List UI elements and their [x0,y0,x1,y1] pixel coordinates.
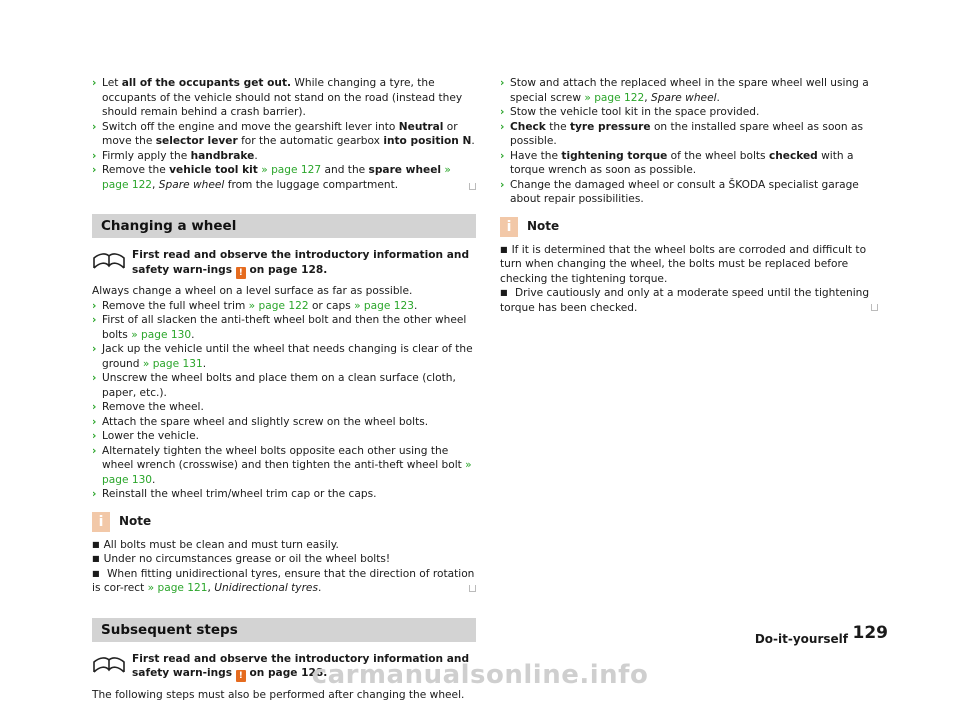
chevron-right-icon: › [92,120,96,135]
step-text: Have the [510,150,561,162]
step-italic: Spare wheel [159,179,225,191]
step-text: Remove the full wheel trim [102,300,245,312]
step-remove-tool-kit [92,163,476,192]
subsequent-intro: The following steps must also be performed after changing the wheel. [92,688,476,702]
left-column [92,76,476,702]
chevron-right-icon: › [92,163,96,178]
step-stow-tool-kit [500,105,878,120]
step-text: , [152,179,159,191]
step-text: or move the [102,121,458,148]
read-first-page: on page 128. [246,667,328,679]
step-bold: vehicle tool kit [169,164,258,176]
step-reinstall-trim [92,487,476,502]
step-text: Firmly apply the [102,150,191,162]
step-attach-spare [92,415,476,430]
chevron-right-icon: › [92,400,96,415]
step-bold: Check [510,121,546,133]
step-unscrew-bolts [92,371,476,400]
note-text: Drive cautiously and only at a moderate speed until the tightening torque has been checked. [500,287,869,314]
step-text: Jack up the vehicle until the wheel that needs changing is clear of the ground [102,343,473,370]
step-jack-up [92,342,476,371]
note-header [500,217,878,239]
chevron-right-icon: › [500,178,504,193]
chevron-right-icon: › [500,120,504,135]
step-lower-vehicle [92,429,476,444]
read-first-text: First read and observe the introductory information and safety warn-ings [132,653,469,680]
read-first-page: on page 128. [246,264,328,276]
step-text: the [546,121,570,133]
chevron-right-icon: › [92,76,96,91]
step-text: Stow and attach the replaced wheel in the spare wheel well using a special screw [510,77,869,104]
step-check-torque [500,149,878,178]
step-switch-off-engine [92,120,476,149]
note-item: ■ If it is determined that the wheel bolts are corroded and difficult to turn when changing the wheel, the bolts must be replaced before checking the tightening torque. [500,243,878,287]
read-first-notice [92,248,476,280]
page-link[interactable]: » page 121 [144,582,207,594]
right-column [500,76,878,315]
step-bold: handbrake [191,150,255,162]
page-link[interactable]: » page 130 [128,329,191,341]
step-text: from the luggage compartment. [224,179,398,191]
note-item: ■ All bolts must be clean and must turn easily. [92,538,476,553]
note-item [92,567,476,596]
step-italic: Spare wheel [651,92,717,104]
note-item [500,286,878,315]
step-text: Let [102,77,122,89]
info-icon: i [500,217,518,237]
step-text: or caps [309,300,351,312]
step-text: Stow the vehicle tool kit in the space provided. [510,106,759,118]
step-text: . [191,329,194,341]
warning-icon: ! [236,670,246,682]
chevron-right-icon: › [92,342,96,357]
chevron-right-icon: › [500,149,504,164]
chevron-right-icon: › [92,429,96,444]
chevron-right-icon: › [92,371,96,386]
note-text: When fitting unidirectional tyres, ensure that the direction of rotation is cor-rect [92,568,474,595]
step-occupants-out [92,76,476,120]
step-text: . [717,92,720,104]
watermark: carmanualsonline.info [0,668,960,683]
step-text: of the wheel bolts [667,150,769,162]
step-bold: into position N [383,135,471,147]
footer-section-label: Do-it-yourself [755,632,848,647]
step-text: Alternately tighten the wheel bolts opposite each other using the wheel wrench (crosswise) and then tighten the anti-theft wheel bolt [102,445,462,472]
step-text: with a torque wrench as soon as possible. [510,150,853,177]
step-text: on the installed spare wheel as soon as possible. [510,121,863,148]
info-icon: i [92,512,110,532]
read-first-text: First read and observe the introductory information and safety warn-ings [132,249,469,276]
section-title-subsequent-steps: Subsequent steps [92,618,476,642]
note-title: Note [527,219,559,234]
step-text: for the automatic gearbox [238,135,384,147]
step-bold: tightening torque [561,150,667,162]
page-link[interactable]: » page 122 [245,300,308,312]
step-bold: checked [769,150,818,162]
book-icon [92,250,126,272]
step-text: Lower the vehicle. [102,430,199,442]
step-text: and the [321,164,368,176]
step-remove-trim [92,299,476,314]
chevron-right-icon: › [92,444,96,459]
step-text: . [471,135,474,147]
step-text: . [152,474,155,486]
page-link[interactable]: » page 122 [581,92,644,104]
section-end-mark [871,304,878,311]
step-text: Switch off the engine and move the gearshift lever into [102,121,399,133]
step-change-damaged-wheel [500,178,878,207]
page-link[interactable]: » page 131 [139,358,202,370]
page-number: 129 [853,626,889,641]
step-bold: all of the occupants get out. [122,77,291,89]
chevron-right-icon: › [92,313,96,328]
step-text: Change the damaged wheel or consult a ŠKODA specialist garage about repair possibilities. [510,179,859,206]
page-link[interactable]: » page 122 [102,164,451,191]
chevron-right-icon: › [500,76,504,91]
step-handbrake [92,149,476,164]
section-end-mark [469,183,476,190]
step-remove-wheel [92,400,476,415]
changing-wheel-intro: Always change a wheel on a level surface as far as possible. [92,284,476,299]
step-text: Remove the [102,164,169,176]
note-italic: Unidirectional tyres [214,582,318,594]
step-stow-wheel [500,76,878,105]
note-header [92,512,476,534]
step-text: . [414,300,417,312]
note-item: ■ Under no circumstances grease or oil the wheel bolts! [92,552,476,567]
step-bold: spare wheel [369,164,441,176]
step-text: Unscrew the wheel bolts and place them on a clean surface (cloth, paper, etc.). [102,372,456,399]
step-text: Reinstall the wheel trim/wheel trim cap or the caps. [102,488,376,500]
step-slacken-bolts [92,313,476,342]
step-text: , [644,92,651,104]
note-text: , [208,582,215,594]
page-link[interactable]: » page 123 [351,300,414,312]
step-bold: Neutral [399,121,444,133]
step-bold: selector lever [156,135,238,147]
chevron-right-icon: › [92,415,96,430]
step-text: Remove the wheel. [102,401,204,413]
chevron-right-icon: › [92,487,96,502]
step-text: First of all slacken the anti-theft wheel bolt and then the other wheel bolts [102,314,466,341]
step-text: While changing a tyre, the occupants of the vehicle should not stand on the road (instead they should remain behind a crash barrier). [102,77,462,118]
chevron-right-icon: › [500,105,504,120]
warning-icon: ! [236,267,246,279]
chevron-right-icon: › [92,299,96,314]
page-link[interactable]: » page 130 [102,459,472,486]
section-end-mark [469,585,476,592]
note-title: Note [119,514,151,529]
section-title-changing-wheel: Changing a wheel [92,214,476,238]
step-tighten-bolts [92,444,476,488]
page-link[interactable]: » page 127 [258,164,321,176]
step-text: . [254,150,257,162]
chevron-right-icon: › [92,149,96,164]
note-text: . [318,582,321,594]
step-text: Attach the spare wheel and slightly screw on the wheel bolts. [102,416,428,428]
step-bold: tyre pressure [570,121,651,133]
step-text: . [203,358,206,370]
step-check-pressure [500,120,878,149]
